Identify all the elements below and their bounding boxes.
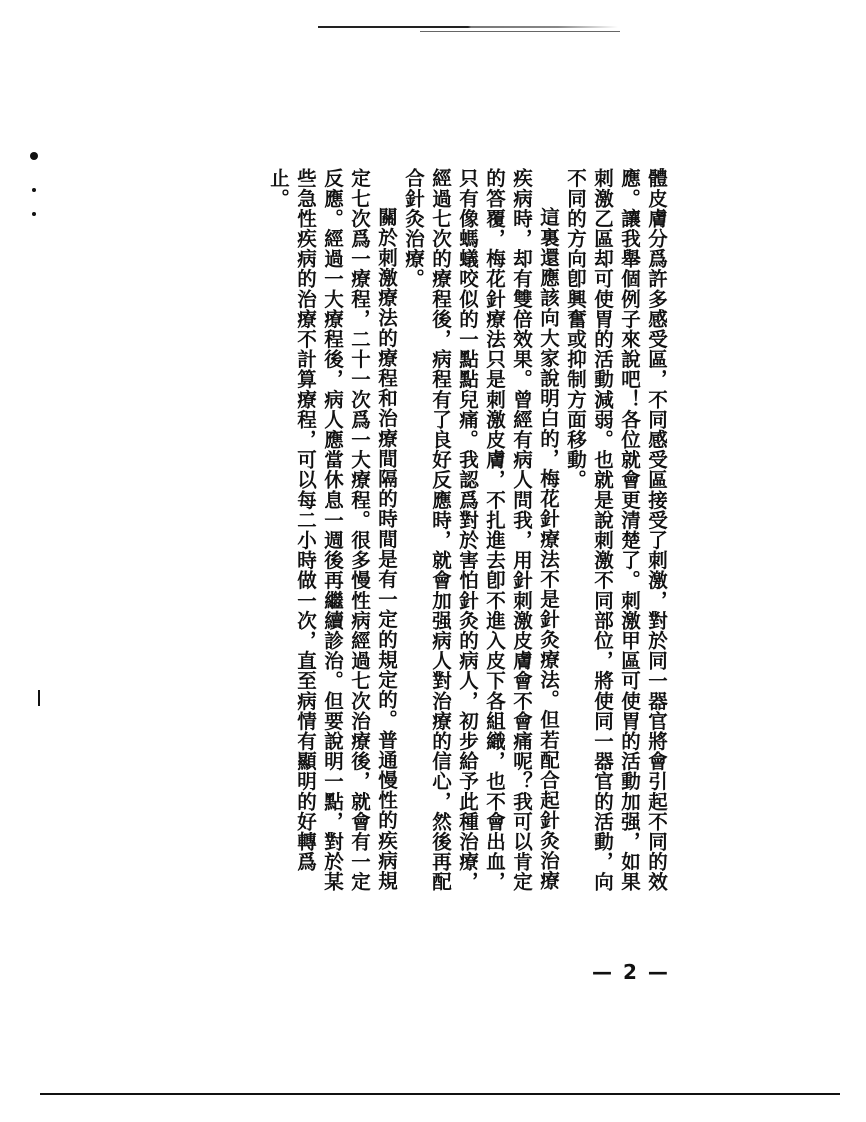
paragraph-3: 關於刺激療法的療程和治療間隔的時間是有一定的規定的。普通慢性的疾病規定七次爲一療程，二十一次爲一大療程。很多慢性病經過七次治療後，就會有一定反應。經過一大療程後，病人應當休息一週後再繼續診治。但要說明一點，對於某些急性疾病的治療不計算療程，可以每二小時做一次，直至病情有顯明的好轉爲止。 [267, 168, 398, 892]
page-number: — 2 — [592, 960, 670, 984]
scan-speck [38, 690, 40, 706]
scan-speck [32, 212, 36, 216]
scan-speck [30, 152, 38, 160]
scan-speck [32, 188, 36, 192]
bottom-rule [40, 1093, 840, 1095]
scan-top-rule [318, 26, 618, 28]
page-body [265, 168, 670, 898]
paragraph-2: 這裏還應該向大家說明白的，梅花針療法不是針灸療法。但若配合起針灸治療疾病時，却有雙倍效果。曾經有病人問我，用針刺激皮膚會不會痛呢？我可以肯定的答覆，梅花針療法只是刺激皮膚，不扎進去卽不進入皮下各組織，也不會出血，只有像螞蟻咬似的一點點兒痛。我認爲對於害怕針灸的病人，初步給予此種治療，經過七次的療程後，病程有了良好反應時，就會加强病人對治療的信心，然後再配合針灸治療。 [402, 168, 560, 892]
paragraph-1: 體皮膚分爲許多感受區，不同感受區接受了刺激，對於同一器官將會引起不同的效應。讓我舉個例子來說吧！各位就會更清楚了。刺激甲區可使胃的活動加强，如果刺激乙區却可使胃的活動減弱。也就是說刺激不同部位，將使同一器官的活動，向不同的方向卽興奮或抑制方面移動。 [564, 168, 668, 892]
scan-top-rule-faint [420, 31, 620, 32]
